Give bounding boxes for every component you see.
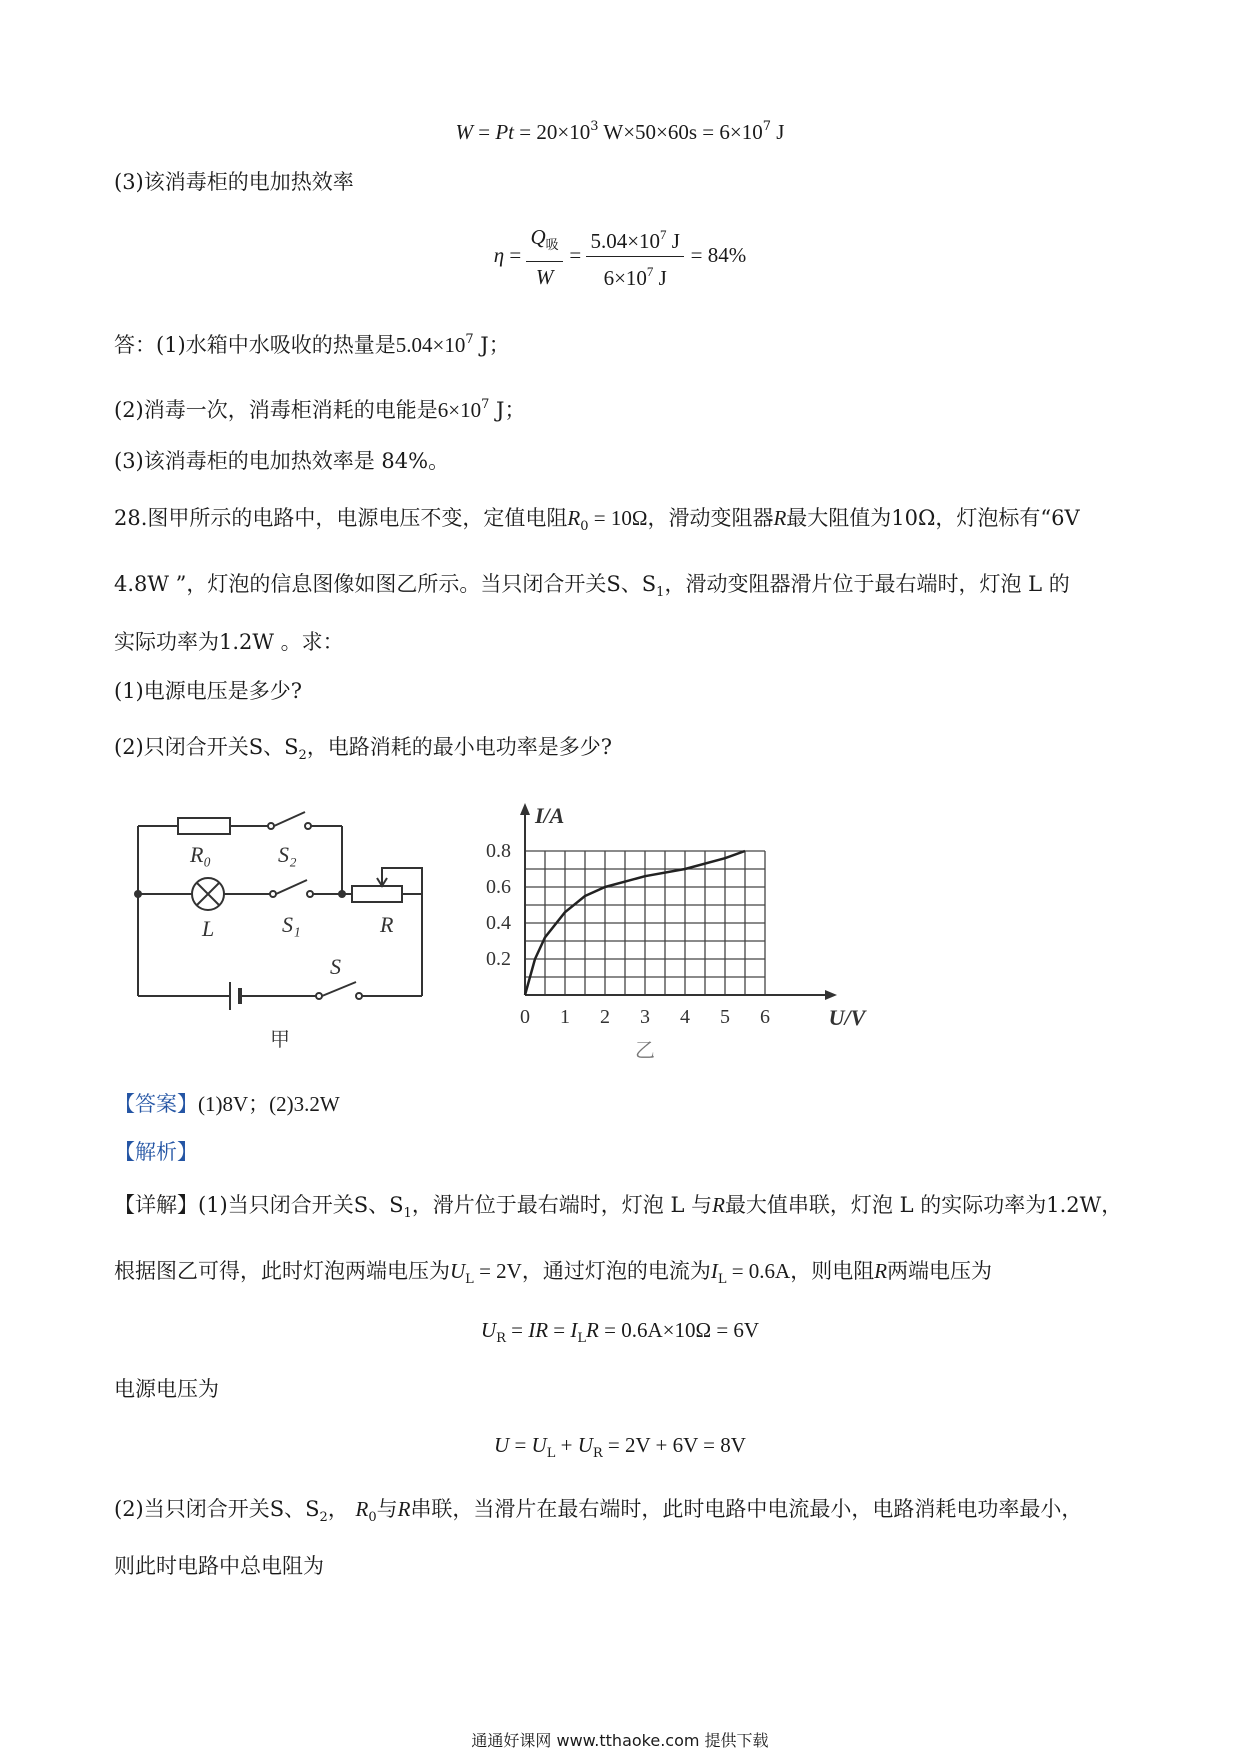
source-voltage-label: 电源电压为 — [114, 1377, 219, 1401]
answer-line-3: (3)该消毒柜的电加热效率是 84%。 — [114, 449, 450, 473]
x-axis-label: U/V — [828, 1005, 866, 1030]
y-tick-label: 0.8 — [486, 840, 511, 862]
y-tick-label: 0.6 — [486, 876, 511, 898]
x-tick-label: 2 — [600, 1006, 610, 1028]
answer-line-2: (2)消毒一次，消毒柜消耗的电能是$6\times 10^7$ J； — [114, 397, 526, 422]
footer: 通通好课网 www.tthaoke.com 提供下载 — [471, 1731, 769, 1750]
equation-efficiency: η = $\frac{Q_吸}{W}$ = $\frac{5.04\times 10^7 J}{6\times 10^7 J}$ = 84% — [0, 220, 1240, 293]
label-r0: R₀ — [190, 842, 212, 867]
x-tick-label: 0 — [520, 1006, 530, 1028]
label-s2: S₂ — [278, 842, 297, 867]
iv-chart — [455, 795, 875, 1065]
q3-heading: (3)该消毒柜的电加热效率 — [114, 170, 354, 194]
label-r: R — [380, 912, 394, 937]
y-tick-label: 0.2 — [486, 948, 511, 970]
label-s: S — [330, 954, 341, 979]
q28-sub-1: (1)电源电压是多少? — [114, 679, 303, 703]
resistor-r0 — [178, 818, 230, 834]
equation-work: $W = Pt = 20\times 10^3$ $W\times 50\times 60s = 6\times 10^7$ J — [455, 119, 785, 144]
y-axis-label: I/A — [535, 803, 565, 828]
switch-s1 — [276, 880, 307, 894]
q28-line-3: 实际功率为1.2W 。求： — [114, 630, 344, 654]
q28-sub-2: (2)只闭合开关S、$S_2$，电路消耗的最小电功率是多少? — [114, 735, 613, 763]
analysis-tag: 【解析】 — [114, 1140, 198, 1164]
part2-line-2: 则此时电路中总电阻为 — [114, 1554, 324, 1578]
detail-line-2: 根据图乙可得，此时灯泡两端电压为$U_L = 2V$，通过灯泡的电流为$I_L = 0.6A$，则电阻R两端电压为 — [114, 1259, 993, 1287]
x-tick-label: 6 — [760, 1006, 770, 1028]
q28-line-1: 28.图甲所示的电路中，电源电压不变，定值电阻$R_0 = 10\Omega$，滑动变阻器R最大阻值为10Ω，灯泡标有“6V — [114, 506, 1080, 534]
answer-block: 【答案】(1)8V；(2)3.2W — [114, 1092, 340, 1116]
part2-line-1: (2)当只闭合开关S、$S_2$， $R_0$与R串联，当滑片在最右端时，此时电路中电流最小，电路消耗电功率最小， — [114, 1497, 1083, 1525]
x-tick-label: 1 — [560, 1006, 570, 1028]
x-tick-label: 3 — [640, 1006, 650, 1028]
circuit-caption: 甲 — [270, 1029, 290, 1051]
x-tick-label: 4 — [680, 1006, 690, 1028]
answer-line-1: 答：(1)水箱中水吸收的热量是$5.04\times 10^7$ J； — [114, 332, 510, 357]
detail-line-1: 【详解】(1)当只闭合开关S、$S_1$，滑片位于最右端时，灯泡 L 与R最大值串联，灯泡 L 的实际功率为1.2W， — [114, 1193, 1123, 1221]
rheostat-r — [352, 886, 402, 902]
circuit-diagram — [120, 790, 460, 1060]
label-l: L — [202, 916, 215, 941]
switch-s2 — [274, 812, 305, 826]
y-axis-arrow — [520, 803, 530, 815]
label-s1: S₁ — [282, 912, 301, 937]
equation-u: $U = U_L + U_R = 2V + 6V = 8V$ — [494, 1433, 746, 1461]
equation-ur: $U_R$ = IR = $I_LR = 0.6A\times 10\Omega = 6V$ — [480, 1318, 760, 1346]
x-axis-arrow — [825, 990, 837, 1000]
x-tick-label: 5 — [720, 1006, 730, 1028]
switch-s — [322, 982, 356, 996]
y-tick-label: 0.4 — [486, 912, 511, 934]
q28-line-2: 4.8W ”，灯泡的信息图像如图乙所示。当只闭合开关S、$S_1$，滑动变阻器滑片位于最右端时，灯泡 L 的 — [114, 572, 1070, 600]
chart-caption: 乙 — [635, 1040, 655, 1062]
